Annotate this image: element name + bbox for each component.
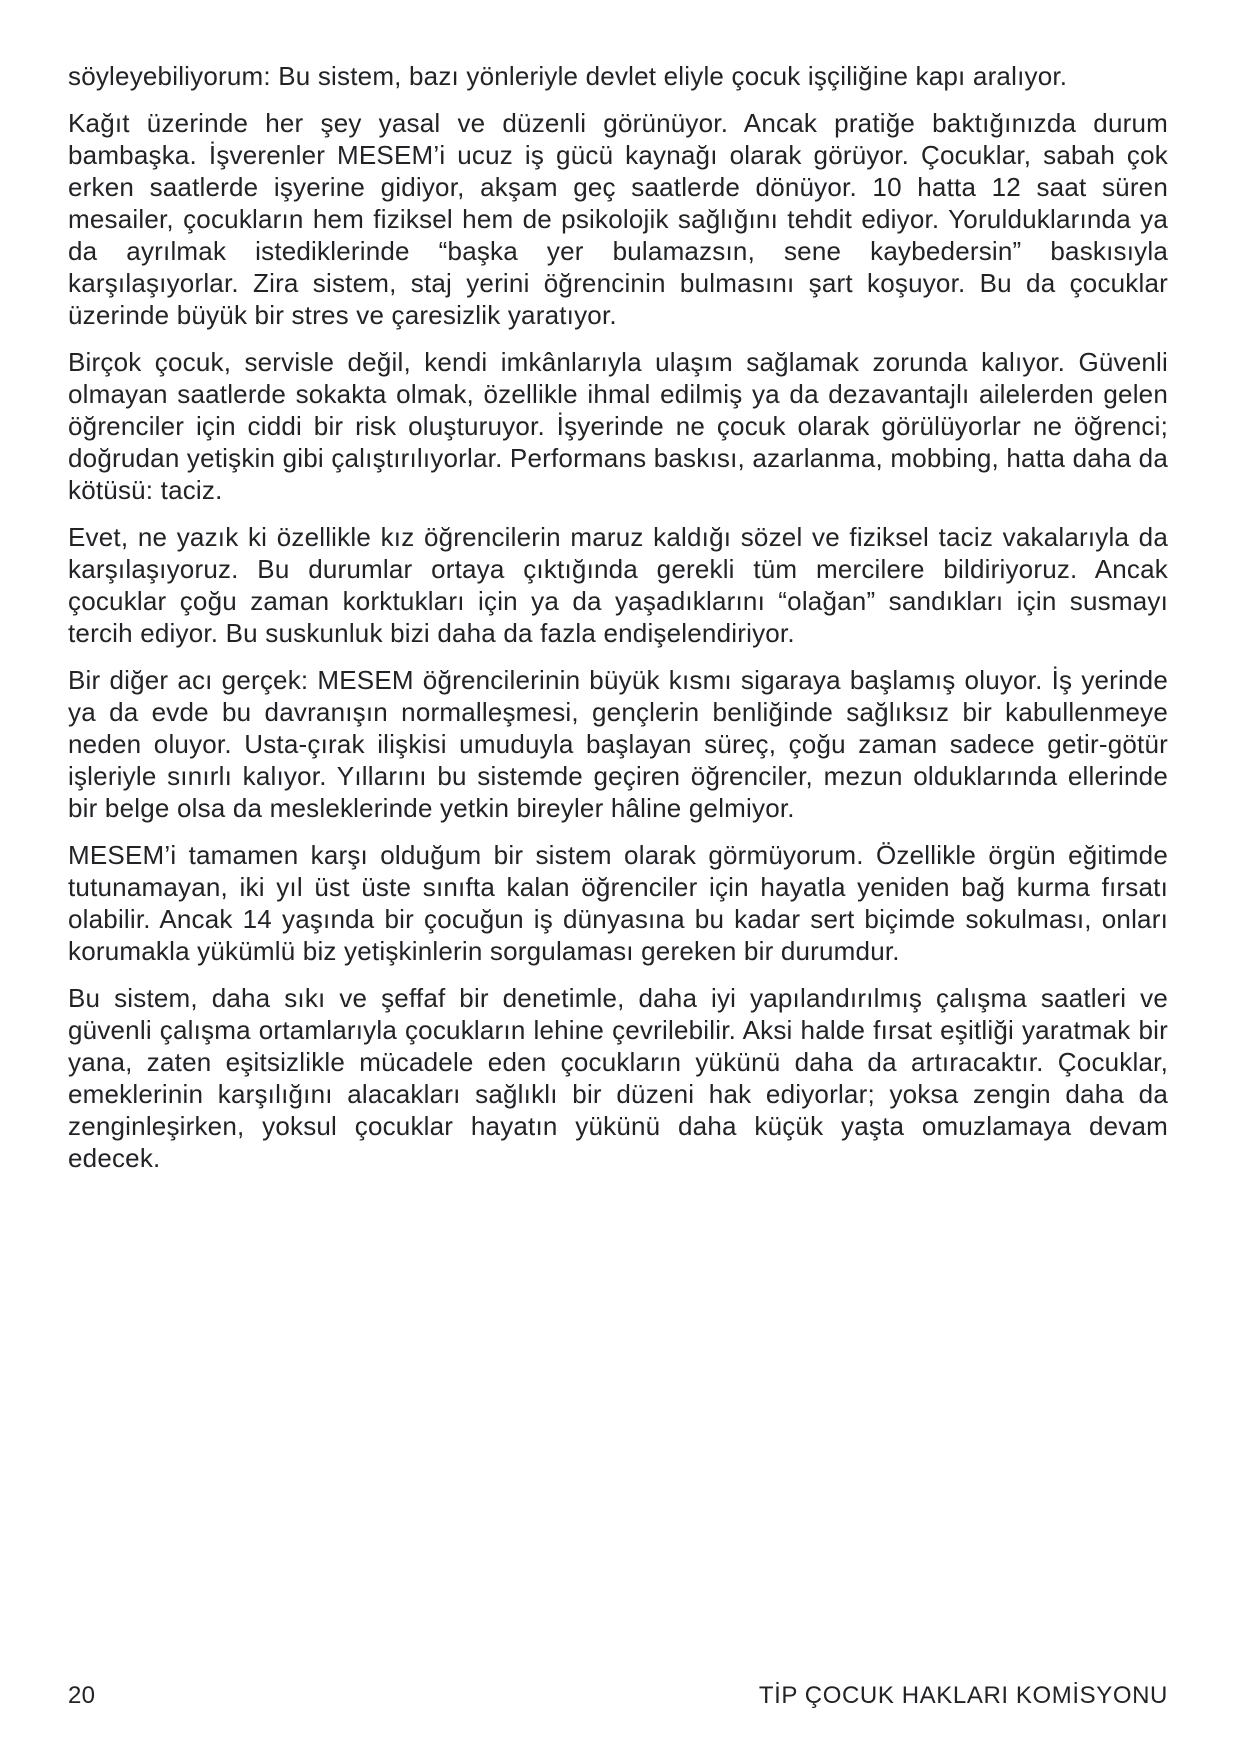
body-paragraph: Birçok çocuk, servisle değil, kendi imkânlarıyla ulaşım sağlamak zorunda kalıyor. Güvenli olmayan saatlerde sokakta olmak, özellikle ihmal edilmiş ya da dezavantajlı ailelerden gelen öğrenciler için ciddi bir risk oluşturuyor. İşyerinde ne çocuk olarak görülüyorlar ne öğrenci; doğrudan yetişkin gibi çalıştırılıyorlar. Performans baskısı, azarlanma, mobbing, hatta daha da kötüsü: taciz.	[68, 347, 1169, 505]
body-paragraph: söyleyebiliyorum: Bu sistem, bazı yönleriyle devlet eliyle çocuk işçiliğine kapı aralıyor.	[68, 61, 1068, 91]
body-paragraph: Kağıt üzerinde her şey yasal ve düzenli görünüyor. Ancak pratiğe baktığınızda durum bambaşka. İşverenler MESEM’i ucuz iş gücü kaynağı olarak görüyor. Çocuklar, sabah çok erken saatlerde işyerine gidiyor, akşam geç saatlerde dönüyor. 10 hatta 12 saat süren mesailer, çocukların hem fiziksel hem de psikolojik sağlığını tehdit ediyor. Yorulduklarında ya da ayrılmak istediklerinde “başka yer bulamazsın, sene kaybedersin” baskısıyla karşılaşıyorlar. Zira sistem, staj yerini öğrencinin bulmasını şart koşuyor. Bu da çocuklar üzerinde büyük bir stres ve çaresizlik yaratıyor.	[68, 108, 1168, 330]
page-number: 20	[68, 1682, 96, 1709]
body-paragraph: MESEM’i tamamen karşı olduğum bir sistem olarak görmüyorum. Özellikle örgün eğitimde tutunamayan, iki yıl üst üste sınıfta kalan öğrenciler için hayatla yeniden bağ kurma fırsatı olabilir. Ancak 14 yaşında bir çocuğun iş dünyasına bu kadar sert biçimde sokulması, onları korumakla yükümlü biz yetişkinlerin sorgulaması gereken bir durumdur.	[68, 840, 1168, 966]
body-paragraph: Evet, ne yazık ki özellikle kız öğrencilerin maruz kaldığı sözel ve fiziksel taciz vakalarıyla da karşılaşıyoruz. Bu durumlar ortaya çıktığında gerekli tüm mercilere bildiriyoruz. Ancak çocuklar çoğu zaman korktukları için ya da yaşadıklarını “olağan” sandıkları için susmayı tercih ediyor. Bu suskunluk bizi daha da fazla endişelendiriyor.	[68, 522, 1168, 648]
page-body	[68, 60, 1168, 1189]
page-footer	[68, 1682, 1168, 1710]
body-paragraph: Bir diğer acı gerçek: MESEM öğrencilerinin büyük kısmı sigaraya başlamış oluyor. İş yerinde ya da evde bu davranışın normalleşmesi, gençlerin benliğinde sağlıksız bir kabullenmeye neden oluyor. Usta-çırak ilişkisi umuduyla başlayan süreç, çoğu zaman sadece getir-götür işleriyle sınırlı kalıyor. Yıllarını bu sistemde geçiren öğrenciler, mezun olduklarında ellerinde bir belge olsa da mesleklerinde yetkin bireyler hâline gelmiyor.	[68, 665, 1168, 823]
body-paragraph: Bu sistem, daha sıkı ve şeffaf bir denetimle, daha iyi yapılandırılmış çalışma saatleri ve güvenli çalışma ortamlarıyla çocukların lehine çevrilebilir. Aksi halde fırsat eşitliği yaratmak bir yana, zaten eşitsizlikle mücadele eden çocukların yükünü daha da artıracaktır. Çocuklar, emeklerinin karşılığını alacakları sağlıklı bir düzeni hak ediyorlar; yoksa zengin daha da zenginleşirken, yoksul çocuklar hayatın yükünü daha küçük yaşta omuzlamaya devam edecek.	[68, 983, 1168, 1173]
footer-title: TİP ÇOCUK HAKLARI KOMİSYONU	[758, 1682, 1168, 1709]
